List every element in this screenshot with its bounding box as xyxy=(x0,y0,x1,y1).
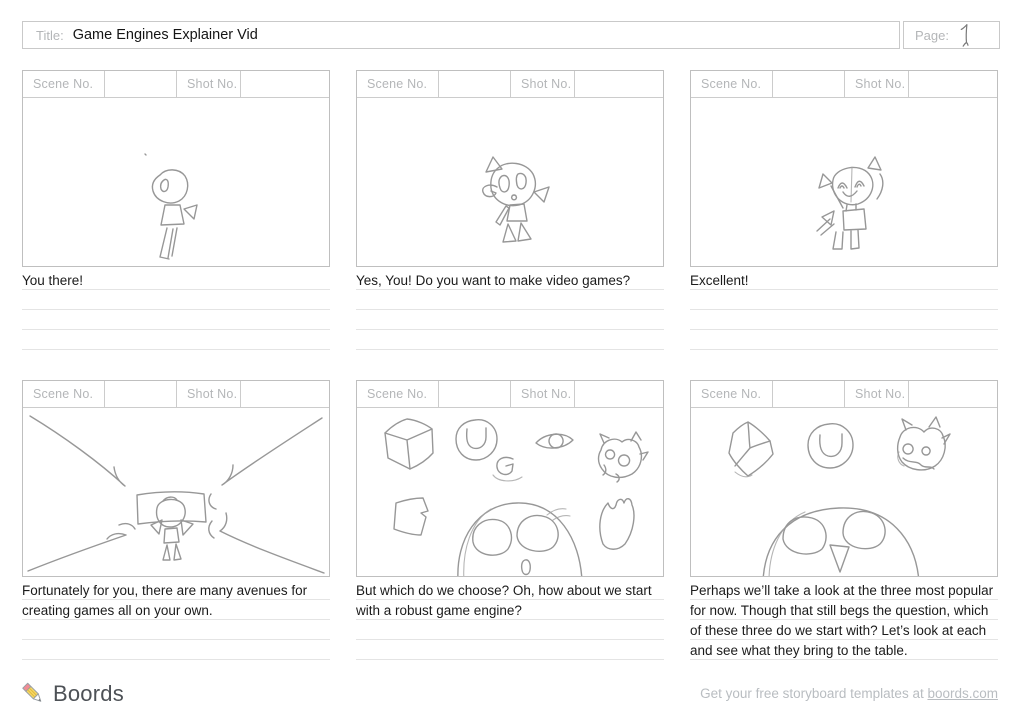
handwritten-page-number xyxy=(957,22,973,48)
caption-area[interactable] xyxy=(22,270,330,352)
shot-no-label: Shot No. xyxy=(511,71,575,97)
panel-caption: Excellent! xyxy=(690,273,749,288)
scene-no-field[interactable] xyxy=(773,381,845,407)
shot-no-label: Shot No. xyxy=(177,381,241,407)
shot-no-field[interactable] xyxy=(575,381,663,407)
sketch-engine-logos xyxy=(357,408,663,576)
shot-no-field[interactable] xyxy=(909,71,997,97)
pencil-icon xyxy=(20,680,46,707)
sketch-arrows-to-screen xyxy=(23,408,329,576)
panel-frame xyxy=(690,380,998,577)
page-label: Page: xyxy=(915,27,949,43)
boords-link[interactable]: boords.com xyxy=(927,686,998,701)
sketch-three-logos-big-face xyxy=(691,408,997,576)
scene-no-field[interactable] xyxy=(105,381,177,407)
shot-no-label: Shot No. xyxy=(511,381,575,407)
panel-caption: Fortunately for you, there are many avenues for creating games all on your own. xyxy=(22,583,308,618)
panel-caption: You there! xyxy=(22,273,84,288)
sketch-small-character xyxy=(23,98,329,266)
sketch-character-surprised xyxy=(357,98,663,266)
shot-no-label: Shot No. xyxy=(845,381,909,407)
brand-logo xyxy=(20,680,124,707)
panel-caption: But which do we choose? Oh, how about we start with a robust game engine? xyxy=(356,583,652,618)
drawing-area[interactable] xyxy=(691,408,997,576)
storyboard-panel-4 xyxy=(22,380,330,662)
panel-frame xyxy=(690,70,998,267)
drawing-area[interactable] xyxy=(691,98,997,266)
storyboard-panel-6 xyxy=(690,380,998,662)
scene-no-label: Scene No. xyxy=(357,381,439,407)
title-value: Game Engines Explainer Vid xyxy=(72,27,258,43)
storyboard-panel-3 xyxy=(690,70,998,352)
panel-frame xyxy=(356,70,664,267)
storyboard-panel-5 xyxy=(356,380,664,662)
brand-name: Boords xyxy=(53,680,124,706)
title-field[interactable] xyxy=(22,21,900,49)
caption-area[interactable] xyxy=(22,580,330,662)
caption-area[interactable] xyxy=(690,270,998,352)
shot-no-field[interactable] xyxy=(241,71,329,97)
drawing-area[interactable] xyxy=(23,408,329,576)
sketch-character-cheering xyxy=(691,98,997,266)
caption-area[interactable] xyxy=(356,270,664,352)
scene-no-field[interactable] xyxy=(439,381,511,407)
shot-no-field[interactable] xyxy=(909,381,997,407)
title-label: Title: xyxy=(36,27,64,43)
scene-no-field[interactable] xyxy=(439,71,511,97)
storyboard-panel-1 xyxy=(22,70,330,352)
scene-no-label: Scene No. xyxy=(691,71,773,97)
shot-no-label: Shot No. xyxy=(177,71,241,97)
scene-no-label: Scene No. xyxy=(357,71,439,97)
panel-frame xyxy=(356,380,664,577)
scene-no-field[interactable] xyxy=(105,71,177,97)
shot-no-label: Shot No. xyxy=(845,71,909,97)
shot-no-field[interactable] xyxy=(575,71,663,97)
promo-text: Get your free storyboard templates at boords.com xyxy=(700,686,998,701)
storyboard-panel-2 xyxy=(356,70,664,352)
page-field[interactable] xyxy=(903,21,1000,49)
scene-no-label: Scene No. xyxy=(23,381,105,407)
scene-no-label: Scene No. xyxy=(691,381,773,407)
drawing-area[interactable] xyxy=(357,408,663,576)
panel-caption: Yes, You! Do you want to make video games? xyxy=(356,273,631,288)
drawing-area[interactable] xyxy=(23,98,329,266)
caption-area[interactable] xyxy=(690,580,998,662)
drawing-area[interactable] xyxy=(357,98,663,266)
caption-area[interactable] xyxy=(356,580,664,662)
panel-frame xyxy=(22,70,330,267)
panel-caption: Perhaps we’ll take a look at the three most popular for now. Though that still begs the question, which of these three do we start with? Let’s look at each and see what they bring to the table. xyxy=(690,583,994,658)
shot-no-field[interactable] xyxy=(241,381,329,407)
scene-no-label: Scene No. xyxy=(23,71,105,97)
panel-frame xyxy=(22,380,330,577)
scene-no-field[interactable] xyxy=(773,71,845,97)
